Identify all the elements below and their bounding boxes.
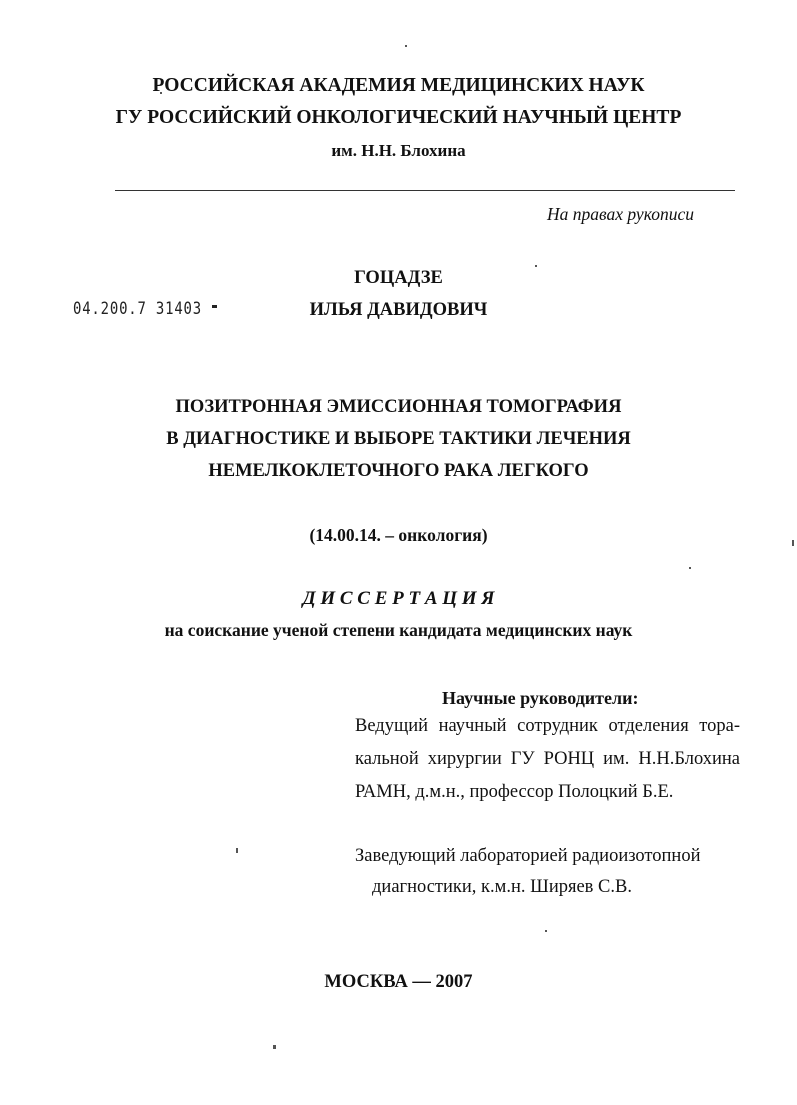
supervisor-1 (355, 710, 740, 809)
supervisor-1-line3: РАМН, д.м.н., профессор Полоцкий Б.Е. (355, 782, 674, 802)
scan-speck (236, 848, 238, 853)
supervisors-heading: Научные руководители: (442, 688, 639, 708)
scan-speck (535, 265, 537, 267)
document-type: Д И С С Е Р Т А Ц И Я (302, 588, 495, 609)
scan-speck (545, 930, 547, 932)
thesis-title-line3: НЕМЕЛКОКЛЕТОЧНОГО РАКА ЛЕГКОГО (208, 461, 589, 481)
supervisor-2-line1: Заведующий лабораторией радиоизотопной (355, 846, 701, 866)
archive-stamp: 04.200.7 31403 (73, 299, 202, 319)
degree-sought: на соискание ученой степени кандидата медицинских наук (164, 620, 633, 640)
institution-center: ГУ РОССИЙСКИЙ ОНКОЛОГИЧЕСКИЙ НАУЧНЫЙ ЦЕНТР (115, 107, 682, 128)
institution-academy: РОССИЙСКАЯ АКАДЕМИЯ МЕДИЦИНСКИХ НАУК (152, 75, 645, 96)
scan-speck (689, 567, 691, 569)
header-divider (115, 190, 735, 191)
institution-named-after: им. Н.Н. Блохина (331, 141, 466, 160)
scan-speck (273, 1045, 276, 1049)
city-year: МОСКВА — 2007 (324, 972, 473, 992)
supervisor-1-line1: Ведущий научный сотрудник отделения тора- (355, 716, 740, 736)
supervisor-1-line2: кальной хирургии ГУ РОНЦ им. Н.Н.Блохина (355, 749, 740, 769)
author-surname: ГОЦАДЗЕ (354, 268, 443, 288)
supervisor-2-line2: диагностики, к.м.н. Ширяев С.В. (372, 877, 632, 897)
scan-speck (405, 45, 407, 47)
specialty-code: (14.00.14. – онкология) (309, 525, 488, 545)
rights-note: На правах рукописи (547, 204, 694, 224)
thesis-title-line2: В ДИАГНОСТИКЕ И ВЫБОРЕ ТАКТИКИ ЛЕЧЕНИЯ (166, 429, 631, 449)
thesis-title-line1: ПОЗИТРОННАЯ ЭМИССИОННАЯ ТОМОГРАФИЯ (175, 397, 622, 417)
author-name: ИЛЬЯ ДАВИДОВИЧ (309, 300, 488, 320)
scan-speck (792, 540, 794, 546)
